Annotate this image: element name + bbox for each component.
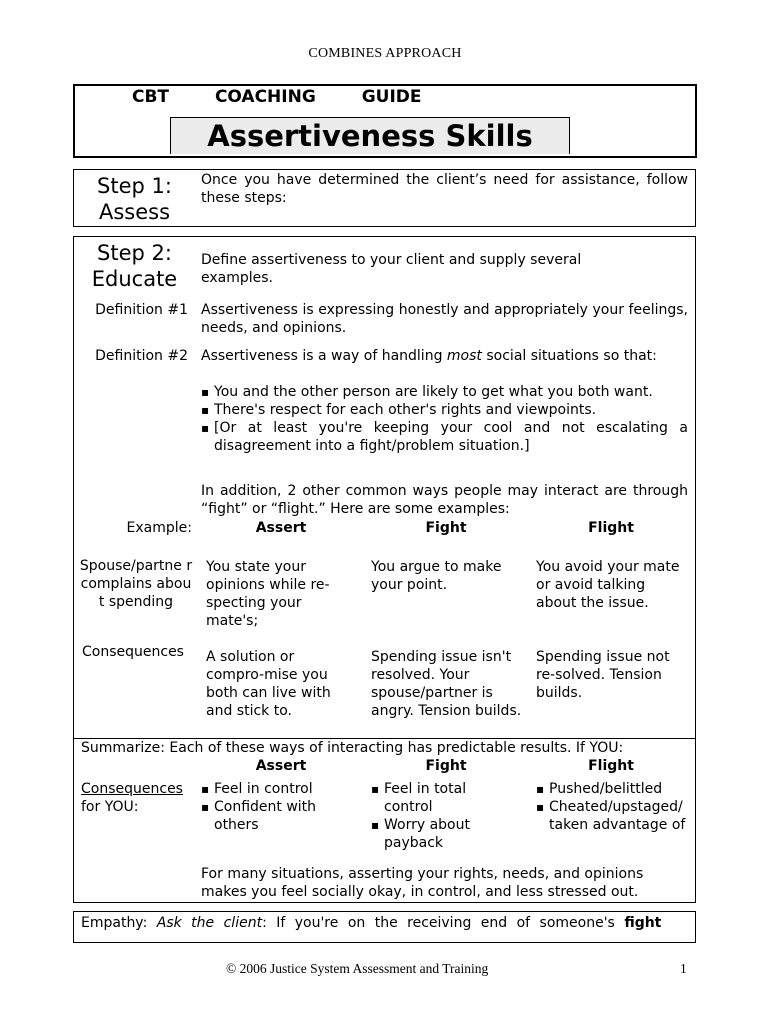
summary-fight-item: ▪ Feel in total control [371,780,519,816]
empathy-ask: Ask the client [156,915,263,931]
addition-text: In addition, 2 other common ways people may interact are through “fight” or “flight.” Here are some examples: [201,483,688,517]
definition2-label: Definition #2 [95,348,188,364]
definition2-bullet: ▪ [Or at least you're keeping your cool and not escalating a disagreement into a fight/problem situation.] [201,419,688,455]
step2-label-line1: Step 2: [97,241,172,265]
definition2-pre: Assertiveness is a way of handling [201,348,447,364]
summary-consequences-label-line1: Consequences [81,781,183,797]
summary-flight-header: Flight [588,758,634,774]
definition2-text [201,347,688,365]
summary-flight-item: ▪ Pushed/belittled [536,780,686,798]
column-flight-header: Flight [588,520,634,536]
column-fight-header: Fight [425,520,467,536]
summary-closing: For many situations, asserting your rights, needs, and opinions makes you feel socially okay, in control, and less stressed out. [201,866,644,900]
summary-fight-item: ▪ Worry about payback [371,816,519,852]
definition2-bullets [201,383,688,455]
summary-assert-item: ▪ Feel in control [201,780,351,798]
column-assert-header: Assert [255,520,307,536]
scenario-label: Spouse/partne r complains about spending [79,558,193,610]
page-title: Assertiveness Skills [170,117,570,154]
summary-consequences-label-line2: for YOU: [81,799,139,815]
empathy-bold: fight [624,915,662,931]
summary-fight-list [371,780,519,852]
step1-label [77,173,192,225]
definition2-bullet: ▪ You and the other person are likely to get what you both want. [201,383,688,401]
definition2-post: social situations so that: [481,348,657,364]
example-label: Example: [126,520,192,536]
guide-heading [132,87,444,107]
definition1-label: Definition #1 [95,302,188,318]
scenario-assert-cell: You state your opinions while re-specting your mate's; [206,559,330,629]
scenario-fight-cell: You argue to make your point. [371,559,502,593]
step1-label-line1: Step 1: [97,174,172,198]
summary-text: Summarize: Each of these ways of interacting has predictable results. If YOU: [81,740,624,756]
running-header: COMBINES APPROACH [308,46,462,61]
scenario-flight-cell: You avoid your mate or avoid talking about the issue. [536,559,680,611]
summary-assert-item: ▪ Confident with others [201,798,351,834]
copyright-footer: © 2006 Justice System Assessment and Training [226,961,489,976]
summary-assert-header: Assert [255,758,307,774]
consequence-assert-cell: A solution or compro-mise you both can live with and stick to. [206,649,331,719]
definition2-emphasis: most [446,348,482,364]
step2-label-line2: Educate [91,267,178,291]
page-number: 1 [680,961,687,976]
summary-consequences-label [81,780,196,816]
summary-flight-item: ▪ Cheated/upstaged/ taken advantage of [536,798,686,834]
step2-label [77,240,192,292]
summary-assert-list [201,780,351,834]
consequence-flight-cell: Spending issue not re-solved. Tension builds. [536,649,670,701]
step1-text: Once you have determined the client’s need for assistance, follow these steps: [201,172,688,206]
guide-word-coaching: COACHING [214,87,316,107]
summary-fight-header: Fight [425,758,467,774]
step2-intro: Define assertiveness to your client and supply several examples. [201,252,582,286]
step1-label-line2: Assess [98,200,171,224]
summary-flight-list [536,780,686,834]
definition2-bullet: ▪ There's respect for each other's rights and viewpoints. [201,401,688,419]
guide-word-cbt: CBT [132,87,170,107]
consequence-fight-cell: Spending issue isn't resolved. Your spouse/partner is angry. Tension builds. [371,649,522,719]
empathy-text [81,914,689,932]
definition1-text: Assertiveness is expressing honestly and appropriately your feelings, needs, and opinions. [201,302,688,336]
guide-word-guide: GUIDE [361,87,422,107]
consequences-label: Consequences [82,644,184,660]
empathy-mid: : If you're on the receiving end of someone's [262,915,625,931]
empathy-pre: Empathy: [81,915,157,931]
